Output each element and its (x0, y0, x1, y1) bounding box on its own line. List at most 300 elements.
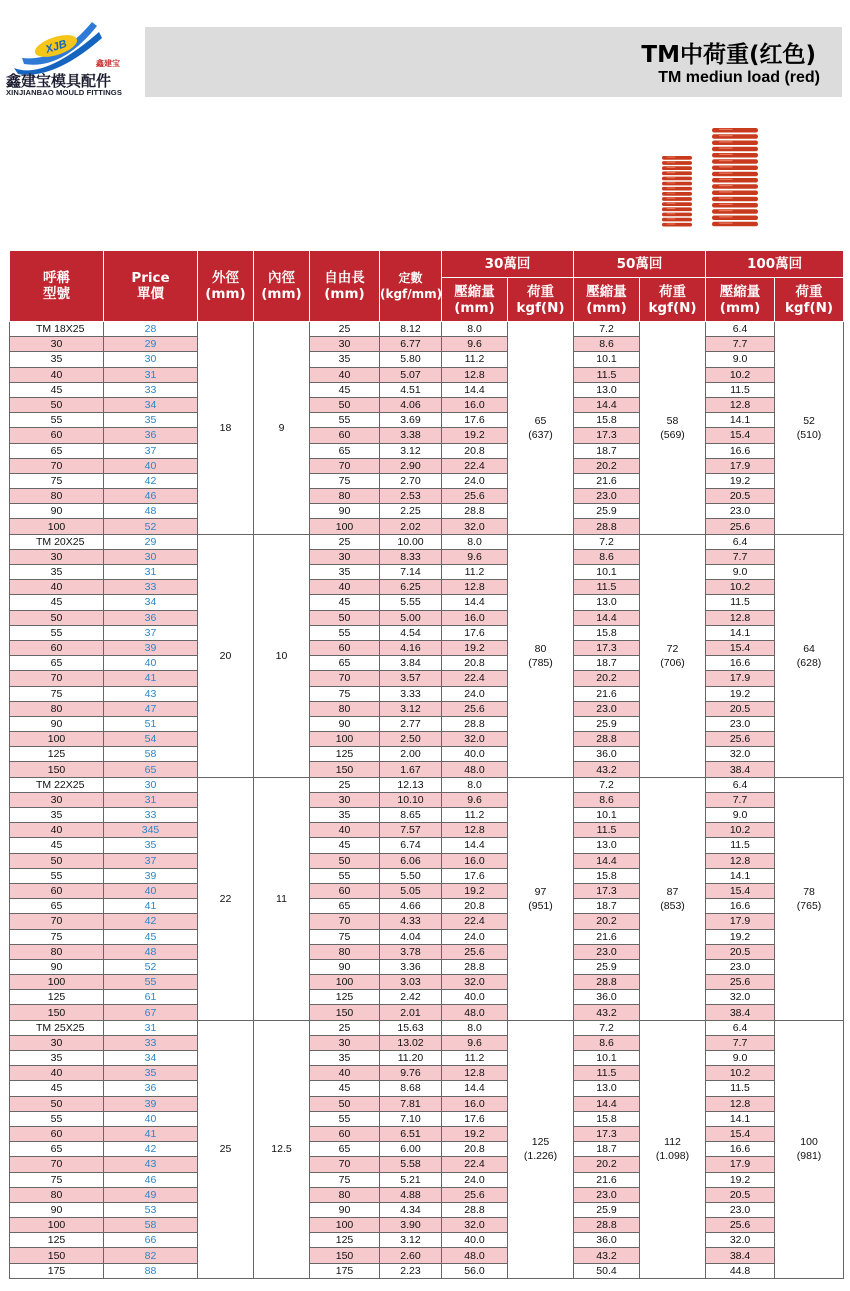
model-cell: 55 (10, 1111, 104, 1126)
free-length-cell: 175 (310, 1263, 380, 1278)
comp-1m-cell: 9.0 (706, 565, 775, 580)
table-row (10, 1187, 844, 1202)
comp-300k-cell: 40.0 (442, 747, 508, 762)
comp-300k-cell: 14.4 (442, 1081, 508, 1096)
table-row (10, 337, 844, 352)
comp-300k-cell: 11.2 (442, 352, 508, 367)
comp-1m-cell: 12.8 (706, 853, 775, 868)
comp-500k-cell: 14.4 (574, 1096, 640, 1111)
constant-cell: 4.33 (380, 914, 442, 929)
constant-cell: 10.10 (380, 792, 442, 807)
constant-cell: 8.12 (380, 322, 442, 337)
spring-highlight (667, 177, 676, 178)
table-row (10, 504, 844, 519)
comp-1m-cell: 16.6 (706, 443, 775, 458)
comp-500k-cell: 21.6 (574, 929, 640, 944)
model-cell: 150 (10, 762, 104, 777)
spring-highlight (719, 179, 733, 180)
price-cell: 345 (104, 823, 198, 838)
load-500k-cell: 87 (853) (640, 777, 706, 1020)
comp-300k-cell: 14.4 (442, 838, 508, 853)
model-cell: 125 (10, 990, 104, 1005)
comp-500k-cell: 11.5 (574, 367, 640, 382)
model-cell: 90 (10, 504, 104, 519)
constant-cell: 7.81 (380, 1096, 442, 1111)
price-cell: 37 (104, 853, 198, 868)
comp-1m-cell: 20.5 (706, 944, 775, 959)
free-length-cell: 100 (310, 519, 380, 534)
spring-highlight (719, 173, 733, 174)
page-title: TM中荷重(红色) (641, 42, 816, 68)
comp-500k-cell: 10.1 (574, 808, 640, 823)
header-load-1-text: 荷重 kgf(N) (516, 283, 565, 316)
comp-500k-cell: 14.4 (574, 397, 640, 412)
price-cell: 33 (104, 580, 198, 595)
free-length-cell: 100 (310, 975, 380, 990)
constant-cell: 3.38 (380, 428, 442, 443)
constant-cell: 5.58 (380, 1157, 442, 1172)
constant-cell: 15.63 (380, 1020, 442, 1035)
load-300k-cell: 97 (951) (508, 777, 574, 1020)
free-length-cell: 80 (310, 701, 380, 716)
comp-1m-cell: 14.1 (706, 413, 775, 428)
header-comp-2 (574, 278, 640, 322)
comp-1m-cell: 12.8 (706, 610, 775, 625)
spring-coil (662, 182, 692, 186)
load-1m-cell: 100 (981) (775, 1020, 844, 1278)
comp-300k-cell: 17.6 (442, 625, 508, 640)
spring-highlight (719, 191, 733, 192)
header-comp-3-text: 壓縮量 (mm) (719, 283, 761, 316)
price-cell: 43 (104, 686, 198, 701)
comp-300k-cell: 48.0 (442, 1248, 508, 1263)
comp-500k-cell: 17.3 (574, 640, 640, 655)
spring-highlight (719, 210, 733, 211)
comp-1m-cell: 7.7 (706, 1035, 775, 1050)
spring-coil (712, 172, 758, 177)
comp-300k-cell: 16.0 (442, 853, 508, 868)
spring-coil (662, 213, 692, 217)
table-row (10, 671, 844, 686)
header-od (198, 251, 254, 322)
table-row (10, 1157, 844, 1172)
load-300k-cell: 65 (637) (508, 322, 574, 535)
constant-cell: 10.00 (380, 534, 442, 549)
price-cell: 41 (104, 671, 198, 686)
comp-500k-cell: 43.2 (574, 1248, 640, 1263)
price-cell: 40 (104, 656, 198, 671)
load-300k-cell: 125 (1.226) (508, 1020, 574, 1278)
logo-mark-cn: 鑫建宝 (96, 58, 120, 68)
free-length-cell: 30 (310, 792, 380, 807)
inner-diameter-cell: 12.5 (254, 1020, 310, 1278)
model-cell: 90 (10, 959, 104, 974)
price-cell: 58 (104, 1218, 198, 1233)
comp-300k-cell: 16.0 (442, 397, 508, 412)
constant-cell: 4.04 (380, 929, 442, 944)
constant-cell: 9.76 (380, 1066, 442, 1081)
comp-1m-cell: 9.0 (706, 808, 775, 823)
table-row (10, 1096, 844, 1111)
spring-coil (712, 197, 758, 202)
comp-500k-cell: 18.7 (574, 656, 640, 671)
constant-cell: 13.02 (380, 1035, 442, 1050)
free-length-cell: 50 (310, 610, 380, 625)
free-length-cell: 30 (310, 337, 380, 352)
spring-coil (712, 222, 758, 227)
model-cell: 35 (10, 565, 104, 580)
page-subtitle: TM mediun load (red) (658, 69, 820, 86)
table-row (10, 853, 844, 868)
comp-1m-cell: 32.0 (706, 1233, 775, 1248)
model-cell: 35 (10, 1051, 104, 1066)
table-row (10, 747, 844, 762)
header-comp-1-text: 壓縮量 (mm) (454, 283, 495, 316)
spring-coil (712, 216, 758, 221)
constant-cell: 6.74 (380, 838, 442, 853)
comp-1m-cell: 10.2 (706, 580, 775, 595)
free-length-cell: 50 (310, 853, 380, 868)
comp-1m-cell: 16.6 (706, 899, 775, 914)
comp-1m-cell: 17.9 (706, 458, 775, 473)
large-spring (712, 128, 758, 226)
comp-500k-cell: 20.2 (574, 1157, 640, 1172)
comp-500k-cell: 25.9 (574, 716, 640, 731)
constant-cell: 3.12 (380, 701, 442, 716)
price-cell: 67 (104, 1005, 198, 1020)
spring-coil (662, 223, 692, 227)
header-model-text: 呼稱 型號 (43, 270, 70, 302)
model-cell: 100 (10, 732, 104, 747)
constant-cell: 7.14 (380, 565, 442, 580)
spring-coil (662, 202, 692, 206)
free-length-cell: 70 (310, 914, 380, 929)
comp-500k-cell: 23.0 (574, 701, 640, 716)
model-cell: 75 (10, 473, 104, 488)
comp-500k-cell: 8.6 (574, 337, 640, 352)
comp-1m-cell: 20.5 (706, 701, 775, 716)
comp-1m-cell: 15.4 (706, 428, 775, 443)
comp-300k-cell: 19.2 (442, 883, 508, 898)
constant-cell: 8.65 (380, 808, 442, 823)
spring-coil (662, 192, 692, 196)
constant-cell: 6.51 (380, 1126, 442, 1141)
model-cell: 50 (10, 1096, 104, 1111)
comp-300k-cell: 40.0 (442, 990, 508, 1005)
spring-highlight (719, 154, 733, 155)
model-cell: 50 (10, 853, 104, 868)
spring-coil (662, 166, 692, 170)
comp-1m-cell: 23.0 (706, 504, 775, 519)
price-cell: 58 (104, 747, 198, 762)
table-row (10, 322, 844, 337)
header-model (10, 251, 104, 322)
comp-1m-cell: 25.6 (706, 1218, 775, 1233)
outer-diameter-cell: 18 (198, 322, 254, 535)
table-row (10, 1248, 844, 1263)
price-cell: 29 (104, 534, 198, 549)
comp-500k-cell: 20.2 (574, 914, 640, 929)
comp-500k-cell: 13.0 (574, 1081, 640, 1096)
free-length-cell: 45 (310, 1081, 380, 1096)
constant-cell: 2.25 (380, 504, 442, 519)
spring-highlight (667, 193, 676, 194)
comp-300k-cell: 16.0 (442, 1096, 508, 1111)
free-length-cell: 150 (310, 1248, 380, 1263)
free-length-cell: 90 (310, 504, 380, 519)
load-300k-cell: 80 (785) (508, 534, 574, 777)
free-length-cell: 125 (310, 1233, 380, 1248)
table-row (10, 1051, 844, 1066)
price-cell: 42 (104, 914, 198, 929)
free-length-cell: 75 (310, 473, 380, 488)
free-length-cell: 55 (310, 413, 380, 428)
spring-highlight (719, 148, 733, 149)
table-row (10, 686, 844, 701)
free-length-cell: 80 (310, 1187, 380, 1202)
comp-300k-cell: 20.8 (442, 899, 508, 914)
table-row (10, 929, 844, 944)
comp-1m-cell: 10.2 (706, 1066, 775, 1081)
constant-cell: 5.50 (380, 868, 442, 883)
comp-300k-cell: 48.0 (442, 1005, 508, 1020)
comp-500k-cell: 21.6 (574, 1172, 640, 1187)
comp-500k-cell: 43.2 (574, 1005, 640, 1020)
comp-500k-cell: 8.6 (574, 792, 640, 807)
price-cell: 30 (104, 352, 198, 367)
price-cell: 41 (104, 899, 198, 914)
model-cell: 50 (10, 610, 104, 625)
comp-300k-cell: 28.8 (442, 504, 508, 519)
spring-highlight (667, 213, 676, 214)
comp-300k-cell: 9.6 (442, 549, 508, 564)
free-length-cell: 90 (310, 959, 380, 974)
table-row (10, 489, 844, 504)
free-length-cell: 80 (310, 489, 380, 504)
comp-300k-cell: 28.8 (442, 716, 508, 731)
header-load-2-text: 荷重 kgf(N) (648, 283, 697, 316)
price-cell: 30 (104, 549, 198, 564)
spring-highlight (667, 157, 676, 158)
table-row (10, 397, 844, 412)
constant-cell: 3.12 (380, 1233, 442, 1248)
table-row (10, 975, 844, 990)
table-row (10, 823, 844, 838)
free-length-cell: 60 (310, 883, 380, 898)
model-cell: 80 (10, 944, 104, 959)
constant-cell: 3.84 (380, 656, 442, 671)
model-cell: 30 (10, 1035, 104, 1050)
comp-500k-cell: 13.0 (574, 382, 640, 397)
spring-coil (712, 153, 758, 158)
table-row (10, 1066, 844, 1081)
spring-highlight (667, 172, 676, 173)
free-length-cell: 150 (310, 762, 380, 777)
comp-1m-cell: 19.2 (706, 473, 775, 488)
model-cell: 70 (10, 458, 104, 473)
spring-coil (662, 177, 692, 181)
free-length-cell: 35 (310, 352, 380, 367)
model-cell: 175 (10, 1263, 104, 1278)
price-cell: 30 (104, 777, 198, 792)
constant-cell: 2.53 (380, 489, 442, 504)
free-length-cell: 75 (310, 686, 380, 701)
comp-1m-cell: 17.9 (706, 671, 775, 686)
table-row (10, 640, 844, 655)
comp-300k-cell: 9.6 (442, 337, 508, 352)
comp-300k-cell: 19.2 (442, 640, 508, 655)
comp-500k-cell: 17.3 (574, 428, 640, 443)
table-row (10, 1035, 844, 1050)
table-row (10, 777, 844, 792)
spring-highlight (667, 198, 676, 199)
constant-cell: 2.70 (380, 473, 442, 488)
free-length-cell: 90 (310, 1202, 380, 1217)
spring-coil (712, 166, 758, 171)
spring-highlight (719, 166, 733, 167)
free-length-cell: 25 (310, 534, 380, 549)
comp-1m-cell: 23.0 (706, 716, 775, 731)
table-row (10, 443, 844, 458)
free-length-cell: 65 (310, 1142, 380, 1157)
table-row (10, 868, 844, 883)
price-cell: 29 (104, 337, 198, 352)
outer-diameter-cell: 20 (198, 534, 254, 777)
comp-300k-cell: 17.6 (442, 1111, 508, 1126)
table-row (10, 1020, 844, 1035)
table-row (10, 762, 844, 777)
constant-cell: 12.13 (380, 777, 442, 792)
table-row (10, 732, 844, 747)
model-cell: 35 (10, 808, 104, 823)
comp-300k-cell: 8.0 (442, 534, 508, 549)
constant-cell: 2.60 (380, 1248, 442, 1263)
comp-500k-cell: 25.9 (574, 1202, 640, 1217)
constant-cell: 8.33 (380, 549, 442, 564)
price-cell: 39 (104, 1096, 198, 1111)
comp-1m-cell: 19.2 (706, 929, 775, 944)
comp-300k-cell: 25.6 (442, 701, 508, 716)
comp-300k-cell: 22.4 (442, 458, 508, 473)
price-cell: 31 (104, 565, 198, 580)
spring-coil (712, 141, 758, 146)
header-od-text: 外徑 (mm) (205, 270, 246, 302)
comp-1m-cell: 23.0 (706, 1202, 775, 1217)
comp-1m-cell: 7.7 (706, 792, 775, 807)
title-banner (145, 27, 842, 97)
model-cell: 60 (10, 428, 104, 443)
price-cell: 35 (104, 413, 198, 428)
free-length-cell: 25 (310, 1020, 380, 1035)
comp-500k-cell: 7.2 (574, 534, 640, 549)
constant-cell: 4.54 (380, 625, 442, 640)
table-row (10, 1081, 844, 1096)
price-cell: 82 (104, 1248, 198, 1263)
table-row (10, 428, 844, 443)
spring-highlight (667, 208, 676, 209)
price-cell: 31 (104, 1020, 198, 1035)
free-length-cell: 65 (310, 899, 380, 914)
header-group-1m: 100萬回 (706, 251, 844, 278)
model-cell: 30 (10, 549, 104, 564)
header-free-length-text: 自由長 (mm) (324, 270, 365, 302)
comp-300k-cell: 25.6 (442, 489, 508, 504)
spring-highlight (667, 218, 676, 219)
load-500k-cell: 72 (706) (640, 534, 706, 777)
comp-300k-cell: 28.8 (442, 1202, 508, 1217)
comp-300k-cell: 20.8 (442, 656, 508, 671)
model-cell: 45 (10, 595, 104, 610)
constant-cell: 6.00 (380, 1142, 442, 1157)
spring-coil (662, 156, 692, 160)
spring-coil (712, 209, 758, 214)
free-length-cell: 25 (310, 322, 380, 337)
free-length-cell: 90 (310, 716, 380, 731)
comp-1m-cell: 15.4 (706, 883, 775, 898)
comp-500k-cell: 15.8 (574, 625, 640, 640)
table-row (10, 413, 844, 428)
price-cell: 45 (104, 929, 198, 944)
price-cell: 37 (104, 625, 198, 640)
price-cell: 40 (104, 458, 198, 473)
free-length-cell: 45 (310, 382, 380, 397)
model-cell: 70 (10, 671, 104, 686)
spring-highlight (719, 160, 733, 161)
small-spring (662, 156, 692, 227)
comp-300k-cell: 14.4 (442, 382, 508, 397)
constant-cell: 4.34 (380, 1202, 442, 1217)
model-cell: 40 (10, 1066, 104, 1081)
comp-300k-cell: 32.0 (442, 975, 508, 990)
constant-cell: 6.06 (380, 853, 442, 868)
price-cell: 40 (104, 1111, 198, 1126)
table-row (10, 1172, 844, 1187)
comp-300k-cell: 32.0 (442, 1218, 508, 1233)
comp-500k-cell: 18.7 (574, 1142, 640, 1157)
free-length-cell: 35 (310, 1051, 380, 1066)
free-length-cell: 100 (310, 1218, 380, 1233)
model-cell: 150 (10, 1005, 104, 1020)
price-cell: 31 (104, 367, 198, 382)
free-length-cell: 70 (310, 458, 380, 473)
comp-1m-cell: 11.5 (706, 382, 775, 397)
header-load-3 (775, 278, 844, 322)
price-cell: 42 (104, 473, 198, 488)
comp-1m-cell: 14.1 (706, 625, 775, 640)
comp-500k-cell: 7.2 (574, 777, 640, 792)
comp-300k-cell: 8.0 (442, 1020, 508, 1035)
comp-300k-cell: 16.0 (442, 610, 508, 625)
comp-1m-cell: 14.1 (706, 868, 775, 883)
comp-1m-cell: 20.5 (706, 489, 775, 504)
free-length-cell: 75 (310, 929, 380, 944)
model-cell: 55 (10, 868, 104, 883)
constant-cell: 2.77 (380, 716, 442, 731)
header-load-2 (640, 278, 706, 322)
header-load-3-text: 荷重 kgf(N) (784, 283, 834, 316)
table-row (10, 549, 844, 564)
price-cell: 35 (104, 1066, 198, 1081)
table-row (10, 1005, 844, 1020)
free-length-cell: 150 (310, 1005, 380, 1020)
model-cell: 100 (10, 975, 104, 990)
comp-300k-cell: 32.0 (442, 732, 508, 747)
comp-300k-cell: 24.0 (442, 686, 508, 701)
constant-cell: 4.66 (380, 899, 442, 914)
load-500k-cell: 58 (569) (640, 322, 706, 535)
table-row (10, 519, 844, 534)
comp-500k-cell: 10.1 (574, 352, 640, 367)
